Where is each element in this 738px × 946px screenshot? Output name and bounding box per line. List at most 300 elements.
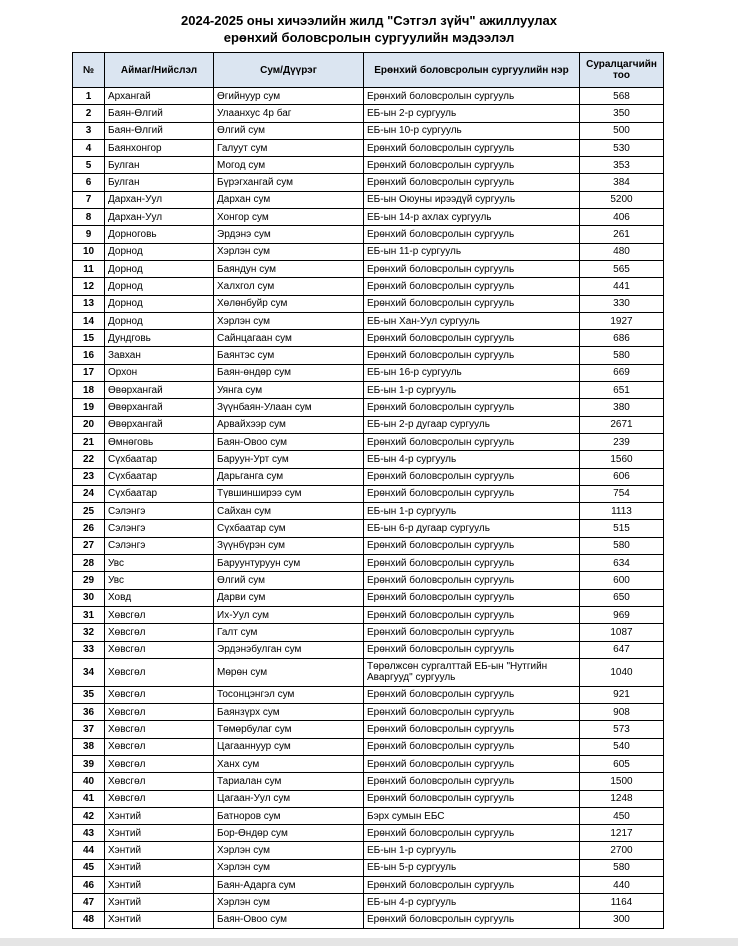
table-row [73, 451, 664, 468]
row-sum: Сайхан сум [214, 503, 364, 520]
row-school: ЕБ-ын 2-р сургууль [364, 105, 580, 122]
row-students: 239 [580, 433, 664, 450]
row-number: 21 [73, 433, 105, 450]
table-row [73, 347, 664, 364]
row-aimag: Хэнтий [105, 807, 214, 824]
row-sum: Бүрэгхангай сум [214, 174, 364, 191]
row-number: 11 [73, 260, 105, 277]
table-row [73, 243, 664, 260]
title-line-2: ерөнхий боловсролын сургуулийн мэдээлэл [223, 30, 515, 45]
row-aimag: Сүхбаатар [105, 451, 214, 468]
row-students: 1927 [580, 312, 664, 329]
row-aimag: Увс [105, 555, 214, 572]
row-school: Ерөнхий боловсролын сургууль [364, 624, 580, 641]
row-students: 650 [580, 589, 664, 606]
row-aimag: Булган [105, 174, 214, 191]
row-students: 565 [580, 260, 664, 277]
table-row [73, 503, 664, 520]
row-aimag: Хөвсгөл [105, 790, 214, 807]
row-school: Ерөнхий боловсролын сургууль [364, 738, 580, 755]
row-students: 2700 [580, 842, 664, 859]
row-number: 48 [73, 911, 105, 928]
row-aimag: Баян-Өлгий [105, 105, 214, 122]
row-aimag: Хөвсгөл [105, 658, 214, 686]
row-aimag: Өвөрхангай [105, 416, 214, 433]
row-aimag: Баян-Өлгий [105, 122, 214, 139]
row-number: 29 [73, 572, 105, 589]
row-students: 380 [580, 399, 664, 416]
row-students: 500 [580, 122, 664, 139]
row-school: Ерөнхий боловсролын сургууль [364, 572, 580, 589]
row-number: 32 [73, 624, 105, 641]
row-school: Ерөнхий боловсролын сургууль [364, 704, 580, 721]
row-aimag: Дархан-Уул [105, 209, 214, 226]
row-students: 606 [580, 468, 664, 485]
table-row [73, 658, 664, 686]
row-sum: Ханх сум [214, 755, 364, 772]
row-number: 30 [73, 589, 105, 606]
header-sum: Сум/Дүүрэг [214, 53, 364, 88]
row-students: 754 [580, 485, 664, 502]
row-school: ЕБ-ын 1-р сургууль [364, 842, 580, 859]
row-number: 4 [73, 139, 105, 156]
row-students: 384 [580, 174, 664, 191]
table-body [73, 88, 664, 929]
table-row [73, 209, 664, 226]
row-students: 530 [580, 139, 664, 156]
row-school: Ерөнхий боловсролын сургууль [364, 278, 580, 295]
table-row [73, 139, 664, 156]
table-row [73, 807, 664, 824]
row-students: 580 [580, 859, 664, 876]
row-number: 36 [73, 704, 105, 721]
row-school: Бэрх сумын ЕБС [364, 807, 580, 824]
row-school: ЕБ-ын 1-р сургууль [364, 503, 580, 520]
row-number: 47 [73, 894, 105, 911]
row-school: Ерөнхий боловсролын сургууль [364, 260, 580, 277]
table-row [73, 312, 664, 329]
row-students: 2671 [580, 416, 664, 433]
row-school: Ерөнхий боловсролын сургууль [364, 686, 580, 703]
row-aimag: Дорнод [105, 243, 214, 260]
row-aimag: Дорнод [105, 312, 214, 329]
row-number: 39 [73, 755, 105, 772]
row-aimag: Сүхбаатар [105, 468, 214, 485]
table-row [73, 641, 664, 658]
row-students: 1500 [580, 773, 664, 790]
row-students: 568 [580, 88, 664, 105]
row-students: 1040 [580, 658, 664, 686]
row-school: Ерөнхий боловсролын сургууль [364, 790, 580, 807]
table-row [73, 364, 664, 381]
row-school: ЕБ-ын 10-р сургууль [364, 122, 580, 139]
row-students: 540 [580, 738, 664, 755]
row-number: 20 [73, 416, 105, 433]
row-sum: Улаанхус 4р баг [214, 105, 364, 122]
row-number: 6 [73, 174, 105, 191]
row-school: Ерөнхий боловсролын сургууль [364, 555, 580, 572]
row-sum: Хэрлэн сум [214, 859, 364, 876]
row-number: 17 [73, 364, 105, 381]
row-aimag: Дархан-Уул [105, 191, 214, 208]
row-school: ЕБ-ын 16-р сургууль [364, 364, 580, 381]
row-students: 1164 [580, 894, 664, 911]
row-sum: Могод сум [214, 157, 364, 174]
row-sum: Баруун-Урт сум [214, 451, 364, 468]
header-school: Ерөнхий боловсролын сургуулийн нэр [364, 53, 580, 88]
row-sum: Хэрлэн сум [214, 243, 364, 260]
row-sum: Баянзүрх сум [214, 704, 364, 721]
row-sum: Мөрөн сум [214, 658, 364, 686]
table-row [73, 755, 664, 772]
row-students: 921 [580, 686, 664, 703]
table-row [73, 704, 664, 721]
row-number: 8 [73, 209, 105, 226]
table-row [73, 721, 664, 738]
row-aimag: Архангай [105, 88, 214, 105]
table-row [73, 433, 664, 450]
table-row [73, 555, 664, 572]
row-number: 46 [73, 877, 105, 894]
table-row [73, 157, 664, 174]
row-sum: Арвайхээр сум [214, 416, 364, 433]
row-school: ЕБ-ын 5-р сургууль [364, 859, 580, 876]
row-sum: Өгийнуур сум [214, 88, 364, 105]
row-sum: Дарви сум [214, 589, 364, 606]
row-sum: Уянга сум [214, 382, 364, 399]
row-number: 24 [73, 485, 105, 502]
row-number: 12 [73, 278, 105, 295]
row-sum: Өлгий сум [214, 572, 364, 589]
row-sum: Баянтэс сум [214, 347, 364, 364]
row-sum: Түвшинширээ сум [214, 485, 364, 502]
row-number: 28 [73, 555, 105, 572]
row-number: 44 [73, 842, 105, 859]
row-students: 1113 [580, 503, 664, 520]
row-number: 38 [73, 738, 105, 755]
row-school: Ерөнхий боловсролын сургууль [364, 606, 580, 623]
row-sum: Цагаан-Уул сум [214, 790, 364, 807]
row-students: 908 [580, 704, 664, 721]
header-aimag: Аймаг/Нийслэл [105, 53, 214, 88]
table-row [73, 468, 664, 485]
row-students: 634 [580, 555, 664, 572]
row-sum: Батноров сум [214, 807, 364, 824]
row-number: 45 [73, 859, 105, 876]
row-school: Ерөнхий боловсролын сургууль [364, 433, 580, 450]
row-aimag: Увс [105, 572, 214, 589]
row-sum: Өлгий сум [214, 122, 364, 139]
row-sum: Тариалан сум [214, 773, 364, 790]
row-school: Ерөнхий боловсролын сургууль [364, 721, 580, 738]
row-school: ЕБ-ын 6-р дугаар сургууль [364, 520, 580, 537]
table-row [73, 88, 664, 105]
row-school: Ерөнхий боловсролын сургууль [364, 773, 580, 790]
title-line-1: 2024-2025 оны хичээлийн жилд "Сэтгэл зүйч" ажиллуулах [181, 13, 557, 28]
row-students: 350 [580, 105, 664, 122]
row-aimag: Өвөрхангай [105, 382, 214, 399]
row-students: 5200 [580, 191, 664, 208]
table-row [73, 842, 664, 859]
table-row [73, 589, 664, 606]
row-students: 600 [580, 572, 664, 589]
table-header-row [73, 53, 664, 88]
row-school: Ерөнхий боловсролын сургууль [364, 468, 580, 485]
table-row [73, 537, 664, 554]
row-number: 26 [73, 520, 105, 537]
row-aimag: Хөвсгөл [105, 641, 214, 658]
row-school: Ерөнхий боловсролын сургууль [364, 347, 580, 364]
row-school: Ерөнхий боловсролын сургууль [364, 911, 580, 928]
row-aimag: Хөвсгөл [105, 704, 214, 721]
row-school: Ерөнхий боловсролын сургууль [364, 226, 580, 243]
row-number: 43 [73, 825, 105, 842]
row-aimag: Булган [105, 157, 214, 174]
row-school: Ерөнхий боловсролын сургууль [364, 139, 580, 156]
header-no: № [73, 53, 105, 88]
row-aimag: Хөвсгөл [105, 755, 214, 772]
row-students: 406 [580, 209, 664, 226]
row-aimag: Дорнод [105, 278, 214, 295]
row-students: 353 [580, 157, 664, 174]
row-aimag: Хэнтий [105, 911, 214, 928]
row-aimag: Хөвсгөл [105, 738, 214, 755]
row-school: ЕБ-ын 1-р сургууль [364, 382, 580, 399]
row-number: 40 [73, 773, 105, 790]
row-number: 15 [73, 330, 105, 347]
row-school: Ерөнхий боловсролын сургууль [364, 641, 580, 658]
row-school: Ерөнхий боловсролын сургууль [364, 157, 580, 174]
row-school: ЕБ-ын Хан-Уул сургууль [364, 312, 580, 329]
row-aimag: Хөвсгөл [105, 624, 214, 641]
row-school: Ерөнхий боловсролын сургууль [364, 537, 580, 554]
table-row [73, 260, 664, 277]
table-row [73, 894, 664, 911]
row-aimag: Дорноговь [105, 226, 214, 243]
row-students: 515 [580, 520, 664, 537]
row-sum: Дархан сум [214, 191, 364, 208]
table-row [73, 520, 664, 537]
table-row [73, 606, 664, 623]
row-students: 669 [580, 364, 664, 381]
row-sum: Хэрлэн сум [214, 312, 364, 329]
row-number: 37 [73, 721, 105, 738]
row-number: 5 [73, 157, 105, 174]
row-students: 1560 [580, 451, 664, 468]
row-sum: Баяндун сум [214, 260, 364, 277]
table-row [73, 105, 664, 122]
row-sum: Тосонцэнгэл сум [214, 686, 364, 703]
row-aimag: Хөвсгөл [105, 721, 214, 738]
table-row [73, 859, 664, 876]
row-sum: Сүхбаатар сум [214, 520, 364, 537]
row-number: 9 [73, 226, 105, 243]
row-sum: Бор-Өндөр сум [214, 825, 364, 842]
table-row [73, 382, 664, 399]
table-row [73, 330, 664, 347]
table-row [73, 174, 664, 191]
row-school: Ерөнхий боловсролын сургууль [364, 485, 580, 502]
table-row [73, 399, 664, 416]
row-number: 14 [73, 312, 105, 329]
row-school: Ерөнхий боловсролын сургууль [364, 174, 580, 191]
row-students: 261 [580, 226, 664, 243]
row-aimag: Сүхбаатар [105, 485, 214, 502]
row-sum: Галт сум [214, 624, 364, 641]
header-students: Суралцагчийн тоо [580, 53, 664, 88]
table-row [73, 295, 664, 312]
row-aimag: Өвөрхангай [105, 399, 214, 416]
row-sum: Төмөрбулаг сум [214, 721, 364, 738]
row-number: 31 [73, 606, 105, 623]
row-number: 7 [73, 191, 105, 208]
table-row [73, 738, 664, 755]
row-school: ЕБ-ын 4-р сургууль [364, 451, 580, 468]
row-number: 27 [73, 537, 105, 554]
row-sum: Хөлөнбуйр сум [214, 295, 364, 312]
row-aimag: Хөвсгөл [105, 686, 214, 703]
row-number: 3 [73, 122, 105, 139]
table-row [73, 278, 664, 295]
row-sum: Халхгол сум [214, 278, 364, 295]
table-row [73, 825, 664, 842]
table-row [73, 122, 664, 139]
row-aimag: Баянхонгор [105, 139, 214, 156]
row-aimag: Хэнтий [105, 894, 214, 911]
row-aimag: Хэнтий [105, 859, 214, 876]
row-number: 42 [73, 807, 105, 824]
row-number: 13 [73, 295, 105, 312]
row-aimag: Ховд [105, 589, 214, 606]
row-sum: Эрдэнэбулган сум [214, 641, 364, 658]
table-row [73, 877, 664, 894]
row-students: 573 [580, 721, 664, 738]
row-aimag: Хэнтий [105, 877, 214, 894]
table-row [73, 191, 664, 208]
table-row [73, 911, 664, 928]
page-bottom-edge [0, 938, 738, 946]
table-row [73, 416, 664, 433]
row-aimag: Орхон [105, 364, 214, 381]
row-school: Ерөнхий боловсролын сургууль [364, 399, 580, 416]
table-row [73, 790, 664, 807]
row-students: 450 [580, 807, 664, 824]
row-aimag: Дорнод [105, 260, 214, 277]
row-aimag: Сэлэнгэ [105, 520, 214, 537]
row-school: Төрөлжсөн сургалттай ЕБ-ын "Нутгийн Аваргууд" сургууль [364, 658, 580, 686]
document-title [0, 12, 738, 46]
row-aimag: Завхан [105, 347, 214, 364]
row-aimag: Хэнтий [105, 842, 214, 859]
row-number: 10 [73, 243, 105, 260]
row-sum: Баян-Овоо сум [214, 911, 364, 928]
row-sum: Хэрлэн сум [214, 842, 364, 859]
table-row [73, 485, 664, 502]
row-number: 25 [73, 503, 105, 520]
row-school: ЕБ-ын Оюуны ирээдүй сургууль [364, 191, 580, 208]
row-students: 440 [580, 877, 664, 894]
row-sum: Галуут сум [214, 139, 364, 156]
row-sum: Зүүнбаян-Улаан сум [214, 399, 364, 416]
row-number: 18 [73, 382, 105, 399]
row-students: 969 [580, 606, 664, 623]
row-sum: Хэрлэн сум [214, 894, 364, 911]
table-row [73, 773, 664, 790]
row-sum: Эрдэнэ сум [214, 226, 364, 243]
row-students: 580 [580, 537, 664, 554]
row-sum: Баян-өндөр сум [214, 364, 364, 381]
row-aimag: Сэлэнгэ [105, 537, 214, 554]
row-school: Ерөнхий боловсролын сургууль [364, 755, 580, 772]
row-school: Ерөнхий боловсролын сургууль [364, 825, 580, 842]
table-row [73, 686, 664, 703]
row-number: 19 [73, 399, 105, 416]
row-students: 480 [580, 243, 664, 260]
row-students: 330 [580, 295, 664, 312]
row-aimag: Дундговь [105, 330, 214, 347]
row-number: 22 [73, 451, 105, 468]
row-school: Ерөнхий боловсролын сургууль [364, 589, 580, 606]
row-students: 1217 [580, 825, 664, 842]
row-students: 651 [580, 382, 664, 399]
row-number: 16 [73, 347, 105, 364]
table-row [73, 226, 664, 243]
row-school: Ерөнхий боловсролын сургууль [364, 877, 580, 894]
row-sum: Хонгор сум [214, 209, 364, 226]
row-sum: Цагааннуур сум [214, 738, 364, 755]
row-students: 686 [580, 330, 664, 347]
row-aimag: Хэнтий [105, 825, 214, 842]
row-students: 580 [580, 347, 664, 364]
row-school: Ерөнхий боловсролын сургууль [364, 330, 580, 347]
row-number: 34 [73, 658, 105, 686]
row-sum: Зүүнбүрэн сум [214, 537, 364, 554]
row-sum: Сайнцагаан сум [214, 330, 364, 347]
row-sum: Дарьганга сум [214, 468, 364, 485]
row-students: 441 [580, 278, 664, 295]
row-number: 41 [73, 790, 105, 807]
row-aimag: Өмнөговь [105, 433, 214, 450]
row-number: 23 [73, 468, 105, 485]
row-number: 33 [73, 641, 105, 658]
row-school: ЕБ-ын 11-р сургууль [364, 243, 580, 260]
table-row [73, 624, 664, 641]
row-school: Ерөнхий боловсролын сургууль [364, 88, 580, 105]
schools-table [72, 52, 664, 929]
row-school: ЕБ-ын 2-р дугаар сургууль [364, 416, 580, 433]
row-students: 647 [580, 641, 664, 658]
row-students: 300 [580, 911, 664, 928]
row-sum: Баян-Овоо сум [214, 433, 364, 450]
row-sum: Их-Уул сум [214, 606, 364, 623]
row-school: ЕБ-ын 4-р сургууль [364, 894, 580, 911]
table-row [73, 572, 664, 589]
row-school: ЕБ-ын 14-р ахлах сургууль [364, 209, 580, 226]
row-students: 1248 [580, 790, 664, 807]
row-number: 2 [73, 105, 105, 122]
row-school: Ерөнхий боловсролын сургууль [364, 295, 580, 312]
row-aimag: Хөвсгөл [105, 606, 214, 623]
row-sum: Баян-Адарга сум [214, 877, 364, 894]
row-aimag: Сэлэнгэ [105, 503, 214, 520]
row-aimag: Хөвсгөл [105, 773, 214, 790]
row-number: 1 [73, 88, 105, 105]
row-students: 1087 [580, 624, 664, 641]
row-sum: Баруунтуруун сум [214, 555, 364, 572]
row-number: 35 [73, 686, 105, 703]
row-students: 605 [580, 755, 664, 772]
row-aimag: Дорнод [105, 295, 214, 312]
